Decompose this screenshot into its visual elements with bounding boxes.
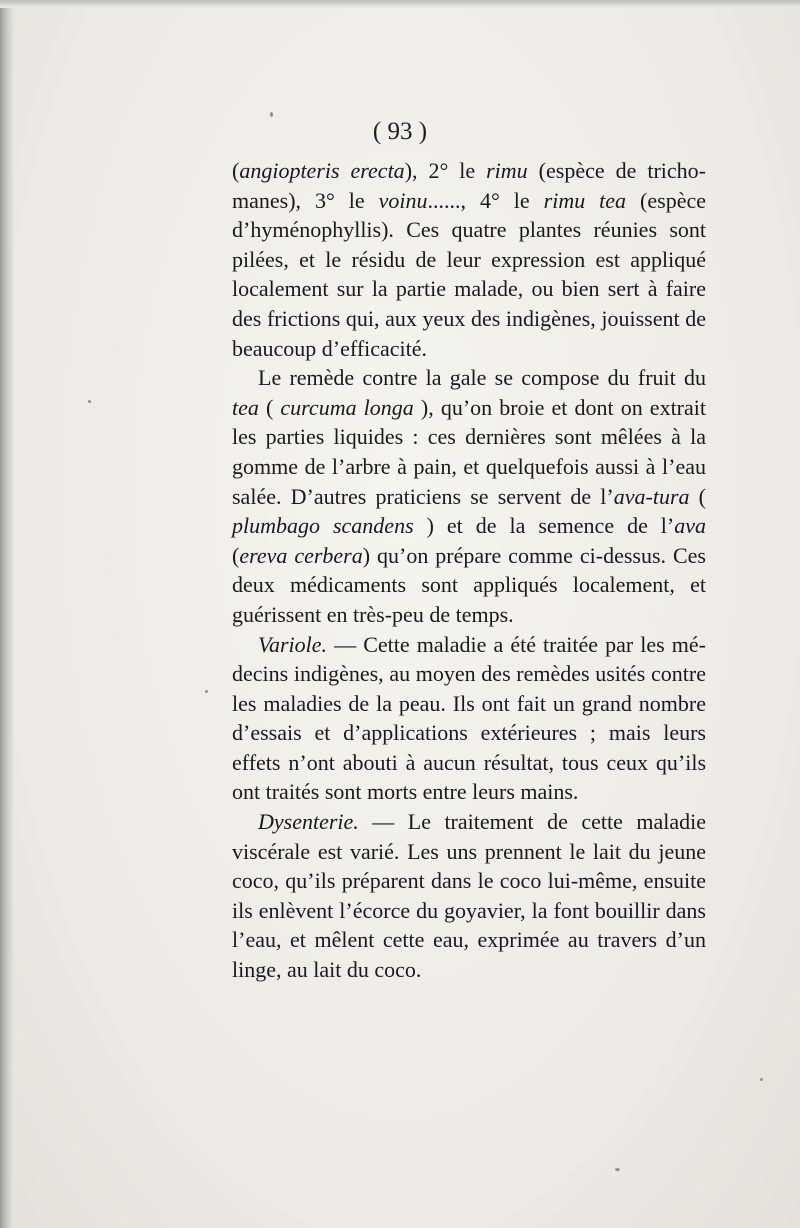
text-run: ), qu’on broie et dont on extrait les parties liquides : ces dernières sont mêlées à la gomme de l’arbre à pain, et quelquefois aussi à l’eau salée. D’autres praticiens se servent de l’ bbox=[232, 394, 707, 509]
italic-text-run: curcuma longa bbox=[280, 394, 414, 420]
text-run: (espèce de tricho-manes), 3° le bbox=[232, 158, 706, 213]
italic-text-run: ereva cerbera bbox=[239, 542, 363, 568]
paragraph-ferns bbox=[232, 156, 706, 363]
italic-text-run: Variole. bbox=[258, 631, 328, 657]
paragraph-dysenterie bbox=[232, 807, 706, 985]
text-run: ) qu’on prépare comme ci-dessus. Ces deux médicaments sont appliqués localement, et guérissent en très-peu de temps. bbox=[232, 542, 706, 627]
italic-text-run: tea bbox=[232, 394, 259, 420]
italic-text-run: ava-tura bbox=[613, 483, 690, 509]
paper-speck bbox=[270, 112, 273, 117]
paper-speck bbox=[88, 400, 91, 403]
italic-text-run: voinu bbox=[378, 187, 428, 213]
text-run: ( bbox=[258, 394, 281, 420]
text-run: — Le traitement de cette maladie viscérale est varié. Les uns prennent le lait du jeune coco, qu’ils préparent dans le coco lui-même, ensuite ils enlèvent l’écorce du goyavier, la font bouillir dans l’eau, et mêlent cette eau, exprimée au travers d’un linge, au lait du coco. bbox=[232, 809, 706, 983]
paper-speck bbox=[760, 1078, 763, 1081]
paper-speck bbox=[615, 1168, 620, 1171]
body-text bbox=[232, 156, 706, 985]
paragraph-variole bbox=[232, 630, 706, 808]
text-run: (espèce d’hyménophyllis). Ces quatre plantes réunies sont pilées, et le résidu de leur expression est appliqué localement sur la partie malade, ou bien sert à faire des frictions qui, aux yeux des indigènes, jouissent de beaucoup d’efficacité. bbox=[232, 187, 706, 361]
italic-text-run: rimu tea bbox=[543, 187, 627, 213]
text-run: Le remède contre la gale se compose du fruit du bbox=[258, 365, 706, 391]
text-run: ), 2° le bbox=[404, 158, 487, 183]
page-number: ( 93 ) bbox=[372, 118, 428, 145]
page-binding-edge bbox=[0, 0, 14, 1228]
text-run: ( bbox=[232, 542, 240, 568]
paper-speck bbox=[205, 690, 208, 693]
text-run: ( bbox=[689, 483, 707, 509]
text-run: — Cette maladie a été traitée par les mé-decins indigènes, au moyen des remèdes usités contre les maladies de la peau. Ils ont fait un grand nombre d’essais et d’applications extérieures ; mais leurs effets n’ont abouti à aucun résultat, tous ceux qu’ils ont traités sont morts entre leurs mains. bbox=[232, 631, 706, 805]
text-run: ( bbox=[232, 158, 240, 183]
text-run: ......, 4° le bbox=[427, 187, 544, 213]
italic-text-run: ava bbox=[674, 513, 707, 539]
italic-text-run: Dysenterie. bbox=[258, 809, 359, 835]
italic-text-run: plumbago scandens bbox=[232, 513, 414, 539]
text-run: ) et de la semence de l’ bbox=[413, 513, 675, 539]
paragraph-gale-remedy bbox=[232, 363, 706, 629]
italic-text-run: angiopteris erecta bbox=[239, 158, 405, 183]
page-top-edge bbox=[0, 0, 800, 8]
italic-text-run: rimu bbox=[486, 158, 528, 183]
